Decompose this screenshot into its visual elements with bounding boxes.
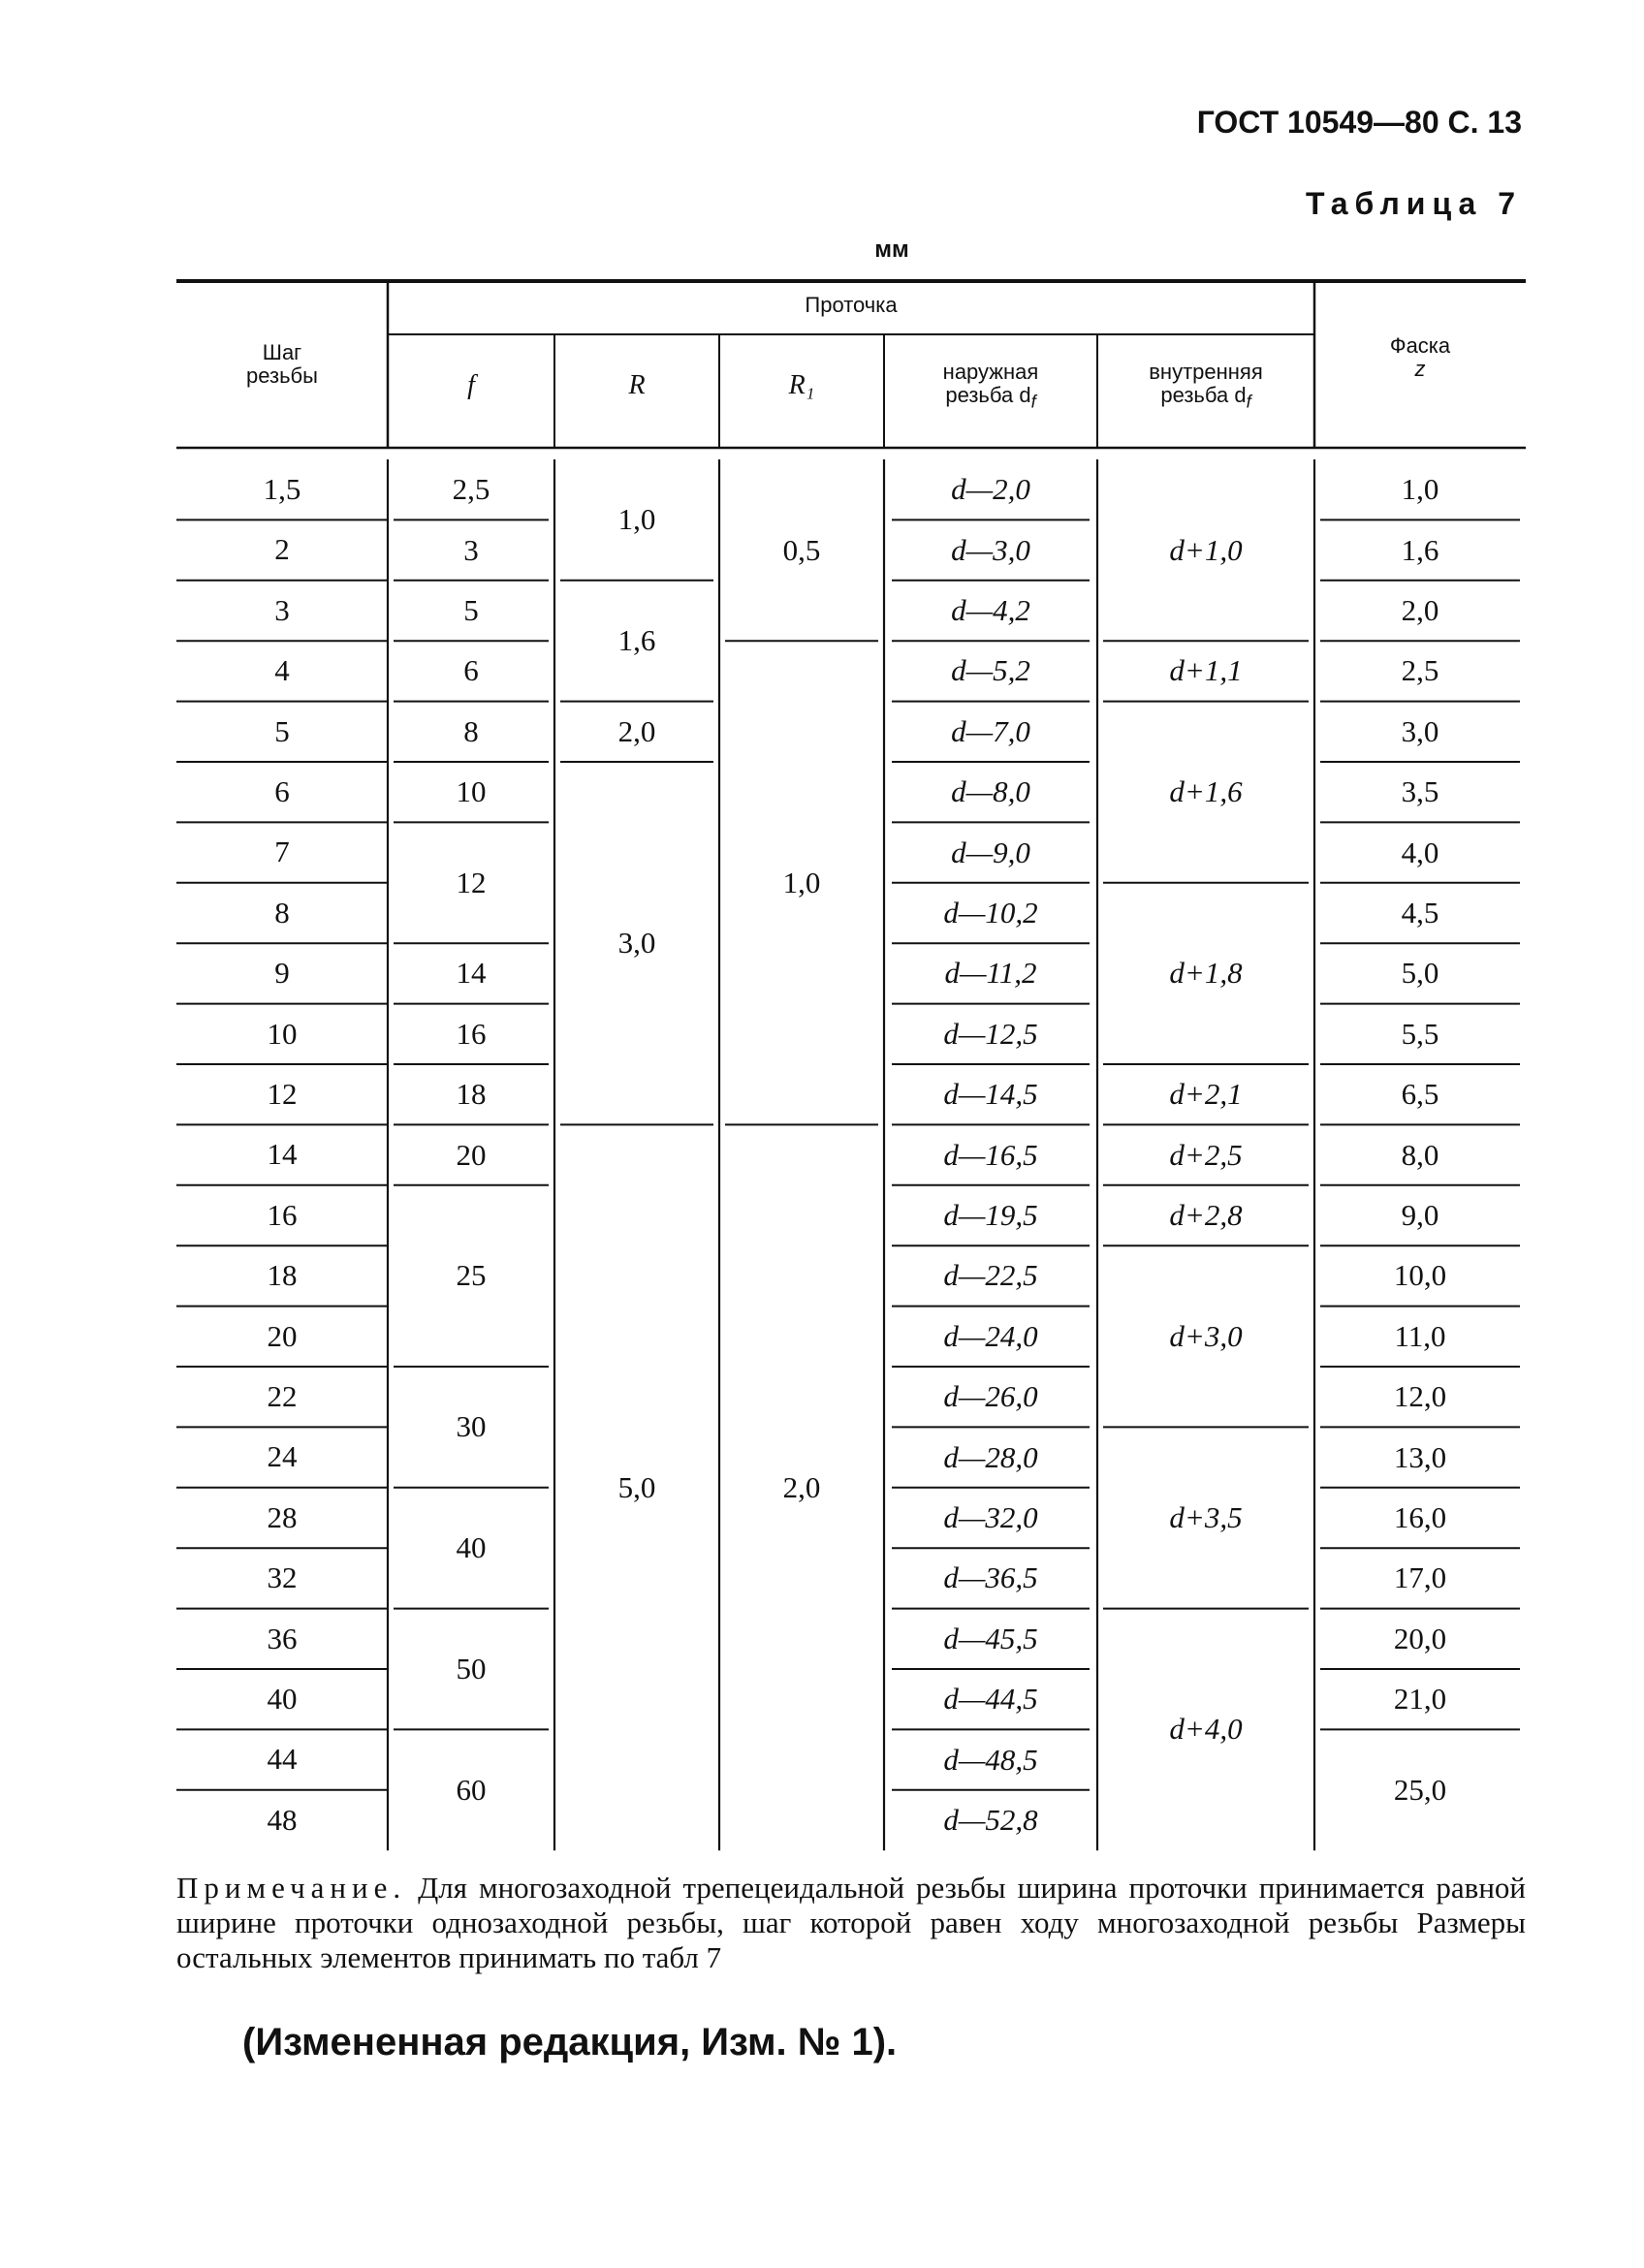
chamfer-cell: 8,0 xyxy=(1401,1137,1439,1172)
pitch-cell: 20 xyxy=(267,1318,298,1353)
df-external-cell: d—12,5 xyxy=(943,1016,1038,1051)
pitch-cell: 32 xyxy=(267,1560,298,1595)
df-internal-cell: d+1,1 xyxy=(1169,653,1243,688)
f-cell: 30 xyxy=(456,1409,487,1444)
header-R: R xyxy=(628,370,646,400)
df-internal-cell: d+1,6 xyxy=(1169,774,1243,809)
f-cell: 2,5 xyxy=(452,472,490,507)
df-external-cell: d—32,0 xyxy=(943,1499,1038,1534)
f-cell: 14 xyxy=(456,956,487,991)
pitch-cell: 3 xyxy=(274,592,290,627)
chamfer-cell: 4,0 xyxy=(1401,835,1439,869)
chamfer-cell: 10,0 xyxy=(1393,1258,1447,1293)
df-external-cell: d—10,2 xyxy=(943,895,1038,929)
df-internal-cell: d+1,8 xyxy=(1169,956,1243,991)
header-df-external-line1: наружная xyxy=(942,360,1039,384)
pitch-cell: 5 xyxy=(274,713,290,748)
header-chamfer xyxy=(1314,334,1526,381)
chamfer-cell: 6,5 xyxy=(1401,1077,1439,1112)
f-cell: 6 xyxy=(463,653,479,688)
pitch-cell: 6 xyxy=(274,774,290,808)
df-internal-cell: d+3,5 xyxy=(1169,1499,1243,1534)
pitch-cell: 10 xyxy=(267,1016,298,1051)
chamfer-cell: 1,6 xyxy=(1401,532,1439,567)
f-cell: 8 xyxy=(463,713,479,748)
df-external-cell: d—36,5 xyxy=(943,1560,1038,1595)
df-external-cell: d—26,0 xyxy=(943,1379,1038,1414)
df-internal-cell: d+1,0 xyxy=(1169,532,1243,567)
f-cell: 25 xyxy=(456,1258,487,1293)
pitch-cell: 40 xyxy=(267,1682,298,1716)
f-cell: 20 xyxy=(456,1137,487,1172)
units-label: мм xyxy=(874,236,909,263)
pitch-cell: 48 xyxy=(267,1802,298,1837)
chamfer-cell: 21,0 xyxy=(1393,1682,1447,1717)
pitch-cell: 44 xyxy=(267,1742,298,1777)
df-external-cell: d—22,5 xyxy=(943,1258,1038,1293)
R-cell: 3,0 xyxy=(617,926,656,961)
df-internal-cell: d+2,5 xyxy=(1169,1137,1243,1172)
df-external-cell: d—7,0 xyxy=(951,713,1030,748)
header-df-external xyxy=(884,361,1097,413)
df-external-cell: d—52,8 xyxy=(943,1802,1038,1837)
df-external-cell: d—8,0 xyxy=(951,774,1030,809)
header-R1: R₁ xyxy=(788,370,815,400)
note-text: Для многозаходной трепецеидальной резьбы ширина проточки принимается равной ширине проточки однозаходной резьбы, шаг которой равен ходу многозаходной резьбы Размеры остальных элементов принимать по табл 7 xyxy=(176,1871,1527,1974)
R-cell: 5,0 xyxy=(617,1469,656,1504)
header-df-external-line2: резьба $d_f$ xyxy=(945,383,1036,412)
pitch-cell: 4 xyxy=(274,653,290,688)
header-undercut: Проточка xyxy=(805,293,898,317)
header-df-internal xyxy=(1097,361,1314,413)
pitch-cell: 9 xyxy=(274,956,290,991)
header-pitch-line: резьбы xyxy=(246,363,318,388)
chamfer-cell: 3,5 xyxy=(1401,774,1439,809)
df-internal-cell: d+2,1 xyxy=(1169,1077,1243,1112)
pitch-cell: 22 xyxy=(267,1379,298,1413)
chamfer-cell: 25,0 xyxy=(1393,1772,1447,1807)
df-internal-cell: d+3,0 xyxy=(1169,1318,1243,1353)
f-cell: 5 xyxy=(463,592,479,627)
header-pitch xyxy=(176,341,388,388)
chamfer-cell: 5,5 xyxy=(1401,1016,1439,1051)
header-f: f xyxy=(467,370,475,400)
pitch-cell: 8 xyxy=(274,895,290,929)
df-external-cell: d—4,2 xyxy=(951,592,1030,627)
df-external-cell: d—11,2 xyxy=(944,956,1037,991)
header-pitch-line: Шаг xyxy=(262,340,302,364)
table-note xyxy=(176,1871,1526,1975)
R1-cell: 1,0 xyxy=(782,865,821,899)
df-external-cell: d—9,0 xyxy=(951,835,1030,869)
R-cell: 2,0 xyxy=(617,713,656,748)
chamfer-cell: 9,0 xyxy=(1401,1197,1439,1232)
chamfer-cell: 3,0 xyxy=(1401,713,1439,748)
f-cell: 16 xyxy=(456,1016,487,1051)
pitch-cell: 24 xyxy=(267,1439,298,1474)
df-external-cell: d—48,5 xyxy=(943,1742,1038,1777)
chamfer-cell: 17,0 xyxy=(1393,1560,1447,1595)
pitch-cell: 7 xyxy=(274,835,290,869)
chamfer-cell: 2,5 xyxy=(1401,653,1439,688)
chamfer-cell: 13,0 xyxy=(1393,1439,1447,1474)
df-external-cell: d—5,2 xyxy=(951,653,1030,688)
R-cell: 1,0 xyxy=(617,502,656,537)
header-chamfer-line2: z xyxy=(1414,357,1426,381)
df-external-cell: d—45,5 xyxy=(943,1621,1038,1655)
df-external-cell: d—24,0 xyxy=(943,1318,1038,1353)
table-label: Таблица 7 xyxy=(1305,186,1522,221)
chamfer-cell: 16,0 xyxy=(1393,1499,1447,1534)
f-cell: 60 xyxy=(456,1772,487,1807)
f-cell: 10 xyxy=(456,774,487,809)
df-external-cell: d—14,5 xyxy=(943,1077,1038,1112)
note-heading: Примечание. xyxy=(176,1871,407,1905)
document-reference: ГОСТ 10549—80 С. 13 xyxy=(1196,105,1522,140)
pitch-cell: 14 xyxy=(267,1137,298,1172)
pitch-cell: 1,5 xyxy=(263,472,301,506)
chamfer-cell: 11,0 xyxy=(1394,1318,1446,1353)
df-external-cell: d—19,5 xyxy=(943,1197,1038,1232)
R1-cell: 2,0 xyxy=(782,1469,821,1504)
df-external-cell: d—28,0 xyxy=(943,1439,1038,1474)
pitch-cell: 12 xyxy=(267,1077,298,1111)
df-external-cell: d—3,0 xyxy=(951,532,1030,567)
R-cell: 1,6 xyxy=(617,623,656,658)
chamfer-cell: 1,0 xyxy=(1401,472,1439,507)
f-cell: 40 xyxy=(456,1530,487,1565)
R1-cell: 0,5 xyxy=(782,532,821,567)
chamfer-cell: 20,0 xyxy=(1393,1621,1447,1655)
pitch-cell: 16 xyxy=(267,1197,298,1232)
header-df-internal-line1: внутренняя xyxy=(1149,360,1263,384)
chamfer-cell: 5,0 xyxy=(1401,956,1439,991)
df-internal-cell: d+4,0 xyxy=(1169,1712,1243,1747)
header-df-internal-line2: резьба $d_f$ xyxy=(1160,383,1251,412)
df-internal-cell: d+2,8 xyxy=(1169,1197,1243,1232)
header-chamfer-line1: Фаска xyxy=(1389,333,1451,358)
chamfer-cell: 12,0 xyxy=(1393,1379,1447,1414)
df-external-cell: d—2,0 xyxy=(951,472,1030,507)
f-cell: 18 xyxy=(456,1077,487,1112)
revision-note: (Измененная редакция, Изм. № 1). xyxy=(242,2021,898,2063)
f-cell: 12 xyxy=(456,865,487,899)
pitch-cell: 36 xyxy=(267,1621,298,1655)
chamfer-cell: 4,5 xyxy=(1401,895,1439,929)
pitch-cell: 2 xyxy=(274,532,290,567)
df-external-cell: d—16,5 xyxy=(943,1137,1038,1172)
pitch-cell: 28 xyxy=(267,1499,298,1534)
f-cell: 3 xyxy=(463,532,479,567)
pitch-cell: 18 xyxy=(267,1258,298,1293)
df-external-cell: d—44,5 xyxy=(943,1682,1038,1717)
chamfer-cell: 2,0 xyxy=(1401,592,1439,627)
f-cell: 50 xyxy=(456,1651,487,1685)
